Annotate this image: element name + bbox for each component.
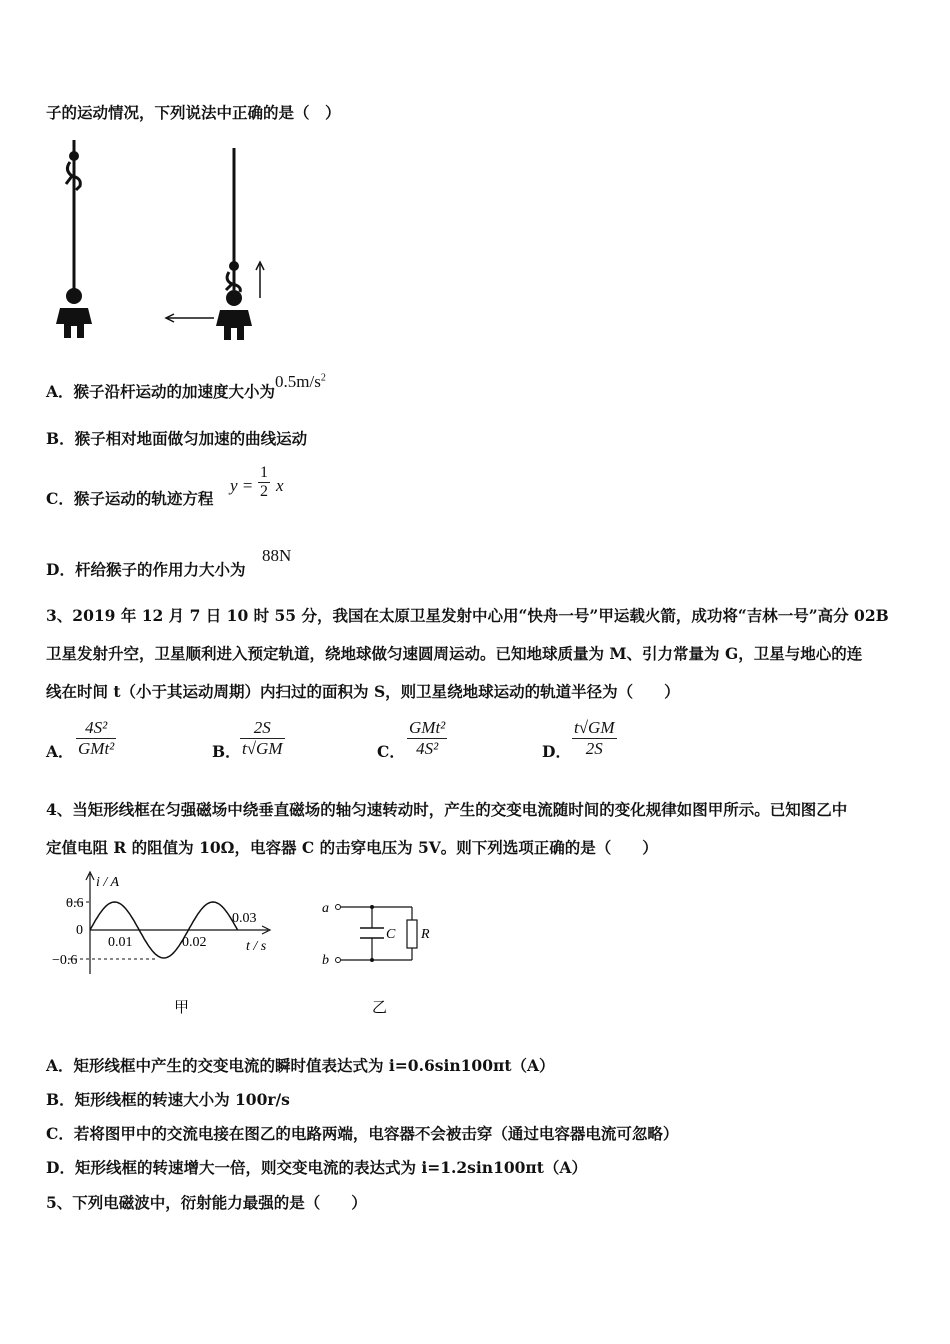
q3-option-c-fraction: GMt² 4S²	[409, 718, 446, 758]
question-intro-line: 子的运动情况，下列说法中正确的是（ ）	[46, 103, 341, 122]
q3-option-a-label: A．	[46, 742, 74, 761]
up-arrow-icon	[256, 262, 264, 298]
tick-0.01: 0.01	[108, 935, 133, 950]
resistor-label: R	[421, 927, 430, 942]
tick-0: 0	[76, 923, 83, 938]
tick-neg-0.6: −0.6	[52, 953, 78, 968]
figure-yi-circuit	[318, 890, 448, 1026]
q3-option-b-fraction: $\frac{2S}{t√GM}$	[242, 718, 283, 758]
q2-option-a	[46, 372, 326, 402]
q2-option-c-fraction: $\frac{1}{2}$	[260, 464, 268, 500]
q2-option-c-var: x	[276, 476, 284, 495]
q2-option-d-value: 88N	[262, 546, 292, 565]
terminal-b-node-icon	[336, 958, 341, 963]
figure-jia-current-graph	[46, 866, 286, 1026]
q3-line-2: 卫星发射升空，卫星顺利进入预定轨道，绕地球做匀速圆周运动。已知地球质量为 M、引力常量为 G，卫星与地心的连	[46, 644, 863, 663]
terminal-b-label: b	[322, 953, 329, 968]
q5-line-1: 5、下列电磁波中，衍射能力最强的是（ ）	[46, 1193, 367, 1212]
figure-jia-caption: 甲	[174, 998, 190, 1016]
terminal-a-node-icon	[336, 905, 341, 910]
y-axis-label: i / A	[96, 875, 120, 890]
q4-option-c: C．若将图甲中的交流电接在图乙的电路两端，电容器不会被击穿（通过电容器电流可忽略）	[46, 1124, 679, 1143]
left-arrow-icon	[166, 314, 214, 322]
right-person-icon	[216, 290, 252, 340]
terminal-a-label: a	[322, 901, 329, 916]
q2-option-a-value: $0.5m/s^2$	[275, 372, 326, 391]
q2-option-c-text: C．猴子运动的轨迹方程	[46, 489, 214, 508]
q3-option-a-fraction: 4S² GMt²	[78, 718, 115, 758]
q3-line-1: 3、2019 年 12 月 7 日 10 时 55 分，我国在太原卫星发射中心用“快舟一号”甲运载火箭，成功将“吉林一号”高分 02B	[46, 606, 889, 625]
q4-line-1: 4、当矩形线框在匀强磁场中绕垂直磁场的轴匀速转动时，产生的交变电流随时间的变化规律如图甲所示。已知图乙中	[46, 800, 848, 819]
q4-line-2: 定值电阻 R 的阻值为 10Ω，电容器 C 的击穿电压为 5V。则下列选项正确的是（ ）	[46, 838, 658, 857]
q4-option-b: B．矩形线框的转速大小为 100r/s	[46, 1090, 290, 1109]
q4-option-d: D．矩形线框的转速增大一倍，则交变电流的表达式为 i=1.2sin100πt（A）	[46, 1158, 587, 1177]
tick-0.02: 0.02	[182, 935, 207, 950]
left-person-icon	[56, 288, 92, 338]
q2-option-a-text: A．猴子沿杆运动的加速度大小为	[46, 382, 276, 401]
q2-option-c-lhs: y =	[230, 476, 254, 495]
q3-option-d-fraction: $\frac{t√GM}{2S}$	[574, 718, 615, 758]
q3-option-c-label: C．	[377, 742, 405, 761]
resistor-box	[407, 920, 417, 948]
q2-option-d-text: D．杆给猴子的作用力大小为	[46, 560, 246, 579]
monkey-pole-figure	[48, 138, 288, 343]
capacitor-label: C	[386, 927, 396, 942]
q3-option-d-label: D．	[542, 742, 571, 761]
q3-line-3: 线在时间 t（小于其运动周期）内扫过的面积为 S，则卫星绕地球运动的轨道半径为（ ）	[46, 682, 680, 701]
q4-option-a: A．矩形线框中产生的交变电流的瞬时值表达式为 i=0.6sin100πt（A）	[46, 1056, 555, 1075]
q3-option-b-label: B．	[212, 742, 241, 761]
x-axis-label: t / s	[246, 939, 267, 954]
q2-option-b: B．猴子相对地面做匀加速的曲线运动	[46, 429, 308, 448]
tick-0.03: 0.03	[232, 911, 257, 926]
tick-0.6: 0.6	[66, 896, 84, 911]
figure-yi-caption: 乙	[372, 998, 388, 1016]
